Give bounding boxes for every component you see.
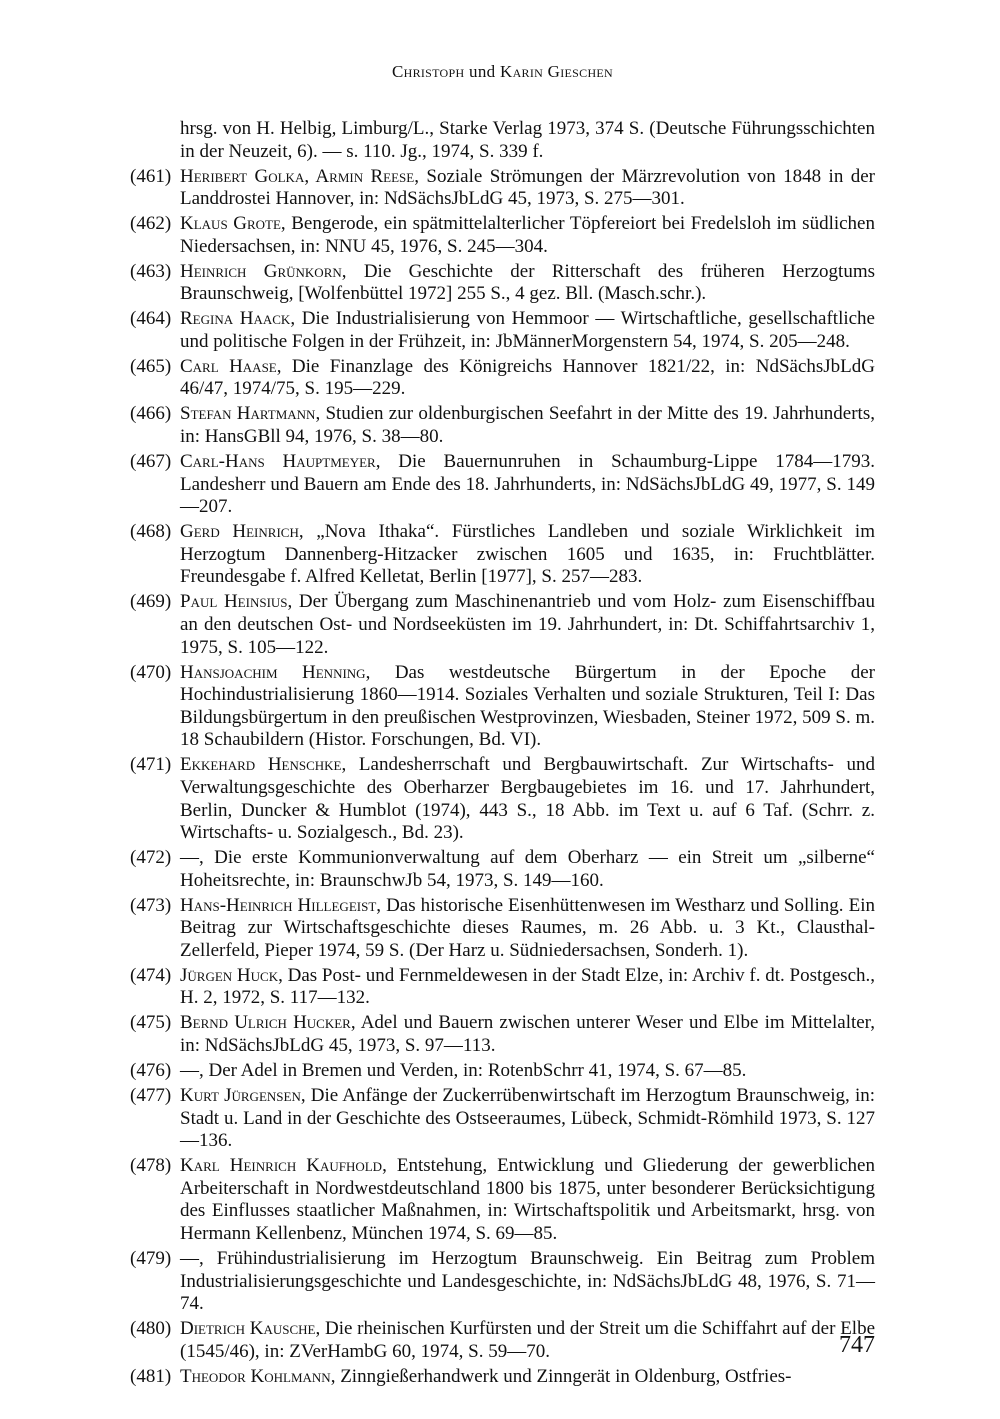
bibliography-entry bbox=[130, 521, 875, 589]
bibliography-entry bbox=[130, 591, 875, 659]
entry-text: hrsg. von H. Helbig, Limburg/L., Starke Verlag 1973, 374 S. (Deutsche Führungsschichten in der Neuzeit, 6). — s. 110. Jg., 1974, S. 339 f. bbox=[180, 118, 875, 162]
entry-text: , Die Bauernunruhen in Schaumburg-Lippe 1784—1793. Landesherr und Bauern am Ende des 18. Jahrhunderts, in: NdSächsJbLdG 49, 1977, S. 149—207. bbox=[180, 451, 875, 518]
entry-author: Heinrich Grünkorn bbox=[180, 260, 342, 282]
entry-body bbox=[180, 1318, 875, 1363]
entry-body bbox=[180, 403, 875, 448]
entry-body bbox=[180, 1155, 875, 1245]
entry-text: , Adel und Bauern zwischen unterer Weser und Elbe im Mittelalter, in: NdSächsJbLdG 45, 1973, S. 97—113. bbox=[180, 1012, 875, 1057]
bibliography-entry bbox=[130, 895, 875, 963]
bibliography-entry bbox=[130, 1366, 875, 1389]
entry-number: (471) bbox=[130, 754, 172, 776]
bibliography-entry bbox=[130, 754, 875, 844]
entry-text: , Studien zur oldenburgischen Seefahrt in der Mitte des 19. Jahrhunderts, in: HansGBll 94, 1976, S. 38—80. bbox=[180, 403, 875, 448]
entry-body bbox=[180, 662, 875, 752]
entry-text: , Das Post- und Fernmeldewesen in der Stadt Elze, in: Archiv f. dt. Postgesch., H. 2, 1972, S. 117—132. bbox=[180, 964, 876, 1009]
entry-author: Heribert Golka, Armin Reese bbox=[180, 165, 415, 187]
entry-number: (461) bbox=[130, 165, 172, 187]
entry-author: Carl Haase bbox=[180, 355, 277, 377]
entry-body bbox=[180, 965, 875, 1010]
entry-text: , Bengerode, ein spätmittelalterlicher Töpfereiort bei Fredelsloh im südlichen Niedersachsen, in: NNU 45, 1976, S. 245—304. bbox=[180, 213, 875, 257]
entry-body bbox=[180, 895, 875, 963]
entry-number: (465) bbox=[130, 355, 172, 377]
entry-body bbox=[180, 1085, 875, 1153]
bibliography-entry bbox=[130, 1085, 875, 1153]
entry-author: Dietrich Kausche bbox=[180, 1318, 316, 1340]
entry-text: —, Die erste Kommunionverwaltung auf dem Oberharz — ein Streit um „silberne“ Hoheitsrechte, in: BraunschwJb 54, 1973, S. 149—160. bbox=[180, 847, 875, 891]
entry-number: (474) bbox=[130, 964, 172, 986]
entry-body bbox=[180, 521, 875, 589]
author-name-2: Karin Gieschen bbox=[500, 62, 614, 81]
entry-text: , Landesherrschaft und Bergbauwirtschaft. Zur Wirtschafts- und Verwaltungsgeschichte des Oberharzer Bergbaugebietes im 16. und 17. Jahrhundert, Berlin, Duncker & Humblot (1974), 443 S., 18 Abb. im Text u. auf 6 Taf. (Schrr. z. Wirtschafts- u. Sozialgesch., Bd. 23). bbox=[180, 754, 876, 844]
entry-body bbox=[180, 308, 875, 353]
entry-text: , Die Anfänge der Zuckerrübenwirtschaft im Herzogtum Braunschweig, in: Stadt u. Land in der Geschichte des Ostseeraumes, Lübeck, Schmidt-Römhild 1973, S. 127—136. bbox=[180, 1084, 876, 1152]
entry-number: (470) bbox=[130, 661, 172, 683]
entry-number: (472) bbox=[130, 847, 172, 869]
entry-author: Klaus Grote bbox=[180, 213, 281, 235]
entry-number: (479) bbox=[130, 1247, 172, 1269]
entry-text: , Entstehung, Entwicklung und Gliederung der gewerblichen Arbeiterschaft in Nordwestdeutschland 1800 bis 1875, unter besonderer Berücksichtigung des Einflusses staatlicher Maßnahmen, in: Wirtschaftspolitik und Arbeitsmarkt, hrsg. von Hermann Kellenbenz, München 1974, S. 69—85. bbox=[180, 1155, 875, 1244]
entry-text: , Das historische Eisenhüttenwesen im Westharz und Solling. Ein Beitrag zur Wirtschaftsgeschichte dieses Raumes, m. 26 Abb. u. 3 Kt., Clausthal-Zellerfeld, Pieper 1974, 59 S. (Der Harz u. Südniedersachsen, Sonderh. 1). bbox=[180, 894, 876, 961]
entry-body bbox=[180, 591, 875, 659]
entry-body bbox=[180, 1012, 875, 1057]
entry-text: , Die rheinischen Kurfürsten und der Streit um die Schiffahrt auf der Elbe (1545/46), in: ZVerHambG 60, 1974, S. 59—70. bbox=[180, 1318, 876, 1362]
entry-author: Carl-Hans Hauptmeyer bbox=[180, 451, 376, 473]
entry-text: , Soziale Strömungen der Märzrevolution von 1848 in der Landdrostei Hannover, in: NdSächsJbLdG 45, 1973, S. 275—301. bbox=[180, 165, 875, 210]
entry-number: (478) bbox=[130, 1155, 172, 1177]
entry-body bbox=[180, 1366, 875, 1389]
bibliography-entry bbox=[130, 1248, 875, 1316]
entry-author: Hansjoachim Henning bbox=[180, 661, 366, 683]
entry-number: (468) bbox=[130, 521, 172, 543]
bibliography-entry bbox=[130, 451, 875, 519]
entry-author: Regina Haack bbox=[180, 308, 291, 330]
entry-number: (475) bbox=[130, 1012, 172, 1034]
entry-author: Kurt Jürgensen bbox=[180, 1084, 301, 1106]
entry-author: Bernd Ulrich Hucker bbox=[180, 1012, 351, 1034]
entry-author: Gerd Heinrich bbox=[180, 521, 299, 543]
bibliography-entry bbox=[130, 1012, 875, 1057]
entry-author: Paul Heinsius bbox=[180, 591, 288, 613]
entry-text: , Zinngießerhandwerk und Zinngerät in Oldenburg, Ostfries- bbox=[330, 1365, 792, 1387]
entry-number: (477) bbox=[130, 1084, 172, 1106]
entry-text: , Der Übergang zum Maschinenantrieb und vom Holz- zum Eisenschiffbau an den deutschen Ost- und Nordseeküsten im 19. Jahrhundert, in: Dt. Schiffahrtsarchiv 1, 1975, S. 105—122. bbox=[180, 591, 875, 658]
entry-text: —, Der Adel in Bremen und Verden, in: RotenbSchrr 41, 1974, S. 67—85. bbox=[180, 1060, 747, 1081]
bibliography-entry bbox=[130, 1155, 875, 1245]
bibliography-entry bbox=[130, 166, 875, 211]
author-name-1: Christoph bbox=[391, 62, 465, 81]
entry-author: Stefan Hartmann bbox=[180, 403, 316, 425]
entry-body bbox=[180, 356, 875, 401]
author-joiner: und bbox=[469, 62, 496, 81]
bibliography-entry bbox=[130, 965, 875, 1010]
entry-number: (464) bbox=[130, 308, 172, 330]
entry-number: (467) bbox=[130, 451, 172, 473]
bibliography-entry bbox=[130, 1060, 875, 1083]
entry-text: , „Nova Ithaka“. Fürstliches Landleben und soziale Wirklichkeit im Herzogtum Dannenberg-Hitzacker zwischen 1605 und 1635, in: Fruchtblätter. Freundesgabe f. Alfred Kelletat, Berlin [1977], S. 257—283. bbox=[180, 521, 875, 588]
entry-text: , Die Industrialisierung von Hemmoor — Wirtschaftliche, gesellschaftliche und politische Folgen in der Frühzeit, in: JbMännerMorgenstern 54, 1974, S. 205—248. bbox=[180, 308, 875, 352]
entry-number: (473) bbox=[130, 894, 172, 916]
entry-number: (469) bbox=[130, 591, 172, 613]
entry-body bbox=[130, 118, 875, 163]
bibliography-entry bbox=[130, 356, 875, 401]
bibliography-entry bbox=[130, 662, 875, 752]
entry-number: (463) bbox=[130, 260, 172, 282]
entry-text: , Das westdeutsche Bürgertum in der Epoche der Hochindustrialisierung 1860—1914. Soziales Verhalten und soziale Strukturen, Teil I: Das Bildungsbürgertum in den preußischen Westprovinzen, Wiesbaden, Steiner 1972, 509 S. m. 18 Schaubildern (Histor. Forschungen, Bd. VI). bbox=[180, 661, 876, 751]
entry-number: (462) bbox=[130, 213, 172, 235]
bibliography-entry bbox=[130, 1318, 875, 1363]
entry-author: Karl Heinrich Kaufhold bbox=[180, 1155, 383, 1177]
entry-body bbox=[180, 451, 875, 519]
entry-body bbox=[180, 754, 875, 844]
entry-text: , Die Finanzlage des Königreichs Hannover 1821/22, in: NdSächsJbLdG 46/47, 1974/75, S. 195—229. bbox=[180, 355, 875, 400]
bibliography-entry bbox=[130, 118, 875, 163]
page-number: 747 bbox=[839, 1332, 875, 1358]
bibliography-entry bbox=[130, 847, 875, 892]
entry-body bbox=[180, 1248, 875, 1316]
bibliography-list bbox=[130, 118, 875, 1391]
entry-number: (466) bbox=[130, 403, 172, 425]
entry-author: Ekkehard Henschke bbox=[180, 754, 342, 776]
running-head bbox=[130, 62, 875, 82]
entry-body bbox=[180, 166, 875, 211]
entry-body bbox=[180, 261, 875, 306]
bibliography-entry bbox=[130, 213, 875, 258]
bibliography-entry bbox=[130, 261, 875, 306]
entry-number: (480) bbox=[130, 1318, 172, 1340]
entry-number: (481) bbox=[130, 1365, 172, 1387]
bibliography-entry bbox=[130, 308, 875, 353]
entry-body bbox=[180, 213, 875, 258]
bibliography-entry bbox=[130, 403, 875, 448]
entry-text: , Die Geschichte der Ritterschaft des früheren Herzogtums Braunschweig, [Wolfenbüttel 1972] 255 S., 4 gez. Bll. (Masch.schr.). bbox=[180, 260, 875, 305]
entry-body bbox=[180, 1060, 875, 1083]
entry-text: —, Frühindustrialisierung im Herzogtum Braunschweig. Ein Beitrag zum Problem Industrialisierungsgeschichte und Landesgeschichte, in: NdSächsJbLdG 48, 1976, S. 71—74. bbox=[180, 1247, 875, 1315]
entry-author: Theodor Kohlmann bbox=[180, 1365, 331, 1387]
entry-author: Jürgen Huck bbox=[180, 964, 279, 986]
entry-author: Hans-Heinrich Hillegeist bbox=[180, 894, 377, 916]
entry-body bbox=[180, 847, 875, 892]
entry-number: (476) bbox=[130, 1060, 172, 1081]
